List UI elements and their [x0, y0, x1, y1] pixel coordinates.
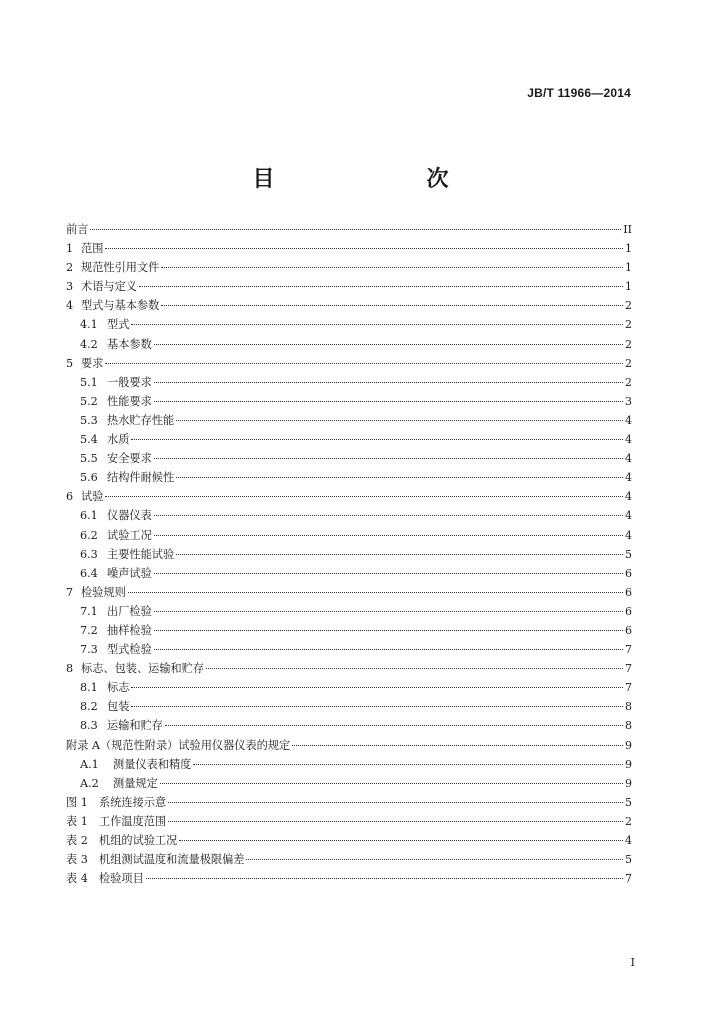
toc-entry[interactable] — [66, 755, 632, 774]
toc-entry-page: 7 — [625, 681, 632, 695]
toc-entry-label: 基本参数 — [107, 337, 152, 351]
toc-entry[interactable] — [66, 678, 632, 697]
dot-leader — [206, 668, 623, 669]
toc-entry-label: 工作温度范围 — [99, 814, 167, 828]
dot-leader — [154, 611, 623, 612]
toc-entry-label: 检验规则 — [81, 585, 126, 599]
toc-entry-number: A.1 — [80, 757, 99, 771]
toc-entry-number: A.2 — [80, 776, 99, 790]
dot-leader — [161, 267, 623, 268]
toc-entry-page: 4 — [625, 433, 632, 447]
toc-entry-label: 型式检验 — [107, 643, 152, 657]
toc-entry-number: 6.2 — [80, 528, 98, 542]
toc-entry-page: 2 — [625, 375, 632, 389]
toc-entry-label: 测量仪表和精度 — [113, 757, 192, 771]
toc-entry[interactable] — [66, 468, 632, 487]
page-number: I — [630, 956, 635, 969]
toc-entry-number: 5.5 — [80, 452, 98, 466]
toc-entry-number: 6.3 — [80, 547, 98, 561]
dot-leader — [90, 229, 621, 230]
dot-leader — [176, 554, 623, 555]
toc-entry-label: 型式 — [107, 318, 130, 332]
toc-entry-page: 7 — [625, 872, 632, 886]
toc-entry-label: 测量规定 — [113, 776, 158, 790]
toc-entry-page: 6 — [625, 585, 632, 599]
table-of-contents — [66, 220, 632, 888]
toc-entry-page: 4 — [625, 528, 632, 542]
toc-entry-page: 2 — [625, 299, 632, 313]
toc-entry-number: 4 — [66, 299, 74, 313]
dot-leader — [128, 592, 623, 593]
toc-entry-page: 2 — [625, 356, 632, 370]
dot-leader — [193, 764, 623, 765]
toc-entry-number: 2 — [66, 261, 74, 275]
dot-leader — [154, 344, 623, 345]
toc-entry-number: 4.1 — [80, 318, 98, 332]
toc-entry-page: 5 — [625, 853, 632, 867]
toc-entry-number: 6.4 — [80, 566, 98, 580]
dot-leader — [168, 821, 623, 822]
toc-entry[interactable] — [66, 296, 632, 315]
toc-entry-page: 2 — [625, 337, 632, 351]
toc-entry-number: 7.1 — [80, 604, 98, 618]
toc-entry-number: 图 1 — [66, 795, 88, 809]
toc-entry[interactable] — [66, 487, 632, 506]
toc-entry-label: 规范性引用文件 — [81, 261, 160, 275]
toc-entry[interactable] — [66, 716, 632, 735]
toc-entry-label: 检验项目 — [99, 872, 144, 886]
toc-entry-label: 机组的试验工况 — [99, 834, 178, 847]
toc-entry-number: 5.6 — [80, 471, 98, 485]
toc-entry-number: 8.2 — [80, 700, 98, 714]
toc-entry-label: 包装 — [107, 700, 130, 714]
dot-leader — [154, 382, 623, 383]
toc-entry-label: 前言 — [66, 223, 89, 236]
toc-entry-page: 7 — [625, 662, 632, 676]
toc-entry-page: 9 — [625, 738, 632, 752]
toc-entry-label: 试验工况 — [107, 528, 152, 542]
toc-entry-page: 4 — [625, 834, 632, 847]
toc-entry[interactable] — [66, 697, 632, 716]
toc-entry-label: 安全要求 — [107, 452, 152, 466]
toc-entry-number: 5.1 — [80, 375, 98, 389]
toc-entry[interactable] — [66, 736, 632, 755]
toc-entry-label: 出厂检验 — [107, 604, 152, 618]
toc-entry-page: 1 — [625, 261, 632, 275]
toc-entry-page: 9 — [625, 757, 632, 771]
toc-entry[interactable] — [66, 315, 632, 334]
toc-entry-page: 8 — [625, 700, 632, 714]
toc-entry-number: 8.3 — [80, 719, 98, 733]
dot-leader — [139, 286, 623, 287]
toc-entry[interactable] — [66, 239, 632, 258]
toc-entry[interactable] — [66, 449, 632, 468]
toc-entry-label: 水质 — [107, 433, 130, 447]
dot-leader — [131, 687, 623, 688]
toc-entry-label: 型式与基本参数 — [81, 299, 160, 313]
toc-entry-number: 表 2 — [66, 834, 88, 847]
toc-entry-page: 7 — [625, 643, 632, 657]
toc-entry-label: 结构件耐候性 — [107, 471, 175, 485]
toc-entry[interactable] — [66, 774, 632, 793]
dot-leader — [160, 783, 623, 784]
toc-entry-number: 表 4 — [66, 872, 88, 886]
dot-leader — [154, 458, 623, 459]
dot-leader — [131, 439, 623, 440]
toc-entry-label: 机组测试温度和流量极限偏差 — [99, 853, 245, 867]
toc-entry-label: 系统连接示意 — [99, 795, 167, 809]
dot-leader — [176, 420, 623, 421]
toc-entry-label: 范围 — [81, 242, 104, 256]
dot-leader — [292, 745, 623, 746]
toc-entry-label: 运输和贮存 — [107, 719, 163, 733]
dot-leader — [161, 305, 623, 306]
toc-entry-page: 1 — [625, 280, 632, 294]
dot-leader — [105, 363, 623, 364]
toc-entry-number: 表 3 — [66, 853, 88, 867]
toc-entry[interactable] — [66, 602, 632, 621]
toc-entry-number: 5.3 — [80, 413, 98, 427]
toc-entry[interactable] — [66, 831, 632, 850]
toc-entry-page: 4 — [625, 452, 632, 466]
toc-entry-number: 5 — [66, 356, 74, 370]
toc-entry[interactable] — [66, 583, 632, 602]
dot-leader — [154, 630, 623, 631]
toc-entry[interactable] — [66, 793, 632, 812]
toc-entry-page: 5 — [625, 795, 632, 809]
toc-entry-page: 8 — [625, 719, 632, 733]
toc-entry[interactable] — [66, 869, 632, 888]
toc-entry-page: 1 — [625, 242, 632, 256]
toc-entry[interactable] — [66, 640, 632, 659]
toc-entry-page: 4 — [625, 471, 632, 485]
toc-entry[interactable] — [66, 411, 632, 430]
page-title: 目 次 — [252, 166, 485, 192]
toc-entry-number: 表 1 — [66, 814, 88, 828]
toc-entry[interactable] — [66, 258, 632, 277]
toc-entry-page: 6 — [625, 566, 632, 580]
toc-entry-label: 标志 — [107, 681, 130, 695]
toc-entry[interactable] — [66, 659, 632, 678]
toc-entry-page: 2 — [625, 318, 632, 332]
toc-entry-number: 5.2 — [80, 394, 98, 408]
toc-entry-label: 附录 A（规范性附录）试验用仪器仪表的规定 — [66, 738, 291, 752]
toc-entry[interactable] — [66, 392, 632, 411]
dot-leader — [146, 878, 623, 879]
toc-entry-number: 6.1 — [80, 509, 98, 523]
toc-entry-label: 标志、包装、运输和贮存 — [81, 662, 205, 676]
toc-entry[interactable] — [66, 354, 632, 373]
toc-entry-number: 7.3 — [80, 643, 98, 657]
dot-leader — [154, 515, 623, 516]
toc-entry-label: 仪器仪表 — [107, 509, 152, 523]
toc-entry-number: 7.2 — [80, 623, 98, 637]
toc-entry[interactable] — [66, 277, 632, 296]
toc-entry-page: 4 — [625, 413, 632, 427]
dot-leader — [154, 649, 623, 650]
toc-entry[interactable] — [66, 526, 632, 545]
toc-entry-label: 抽样检验 — [107, 623, 152, 637]
toc-entry[interactable] — [66, 506, 632, 525]
dot-leader — [168, 802, 623, 803]
toc-entry-number: 8 — [66, 662, 74, 676]
dot-leader — [246, 859, 623, 860]
dot-leader — [131, 324, 623, 325]
dot-leader — [179, 840, 623, 841]
toc-entry-page: 4 — [625, 490, 632, 504]
toc-entry-number: 7 — [66, 585, 74, 599]
toc-entry-number: 5.4 — [80, 433, 98, 447]
toc-entry-label: 主要性能试验 — [107, 547, 175, 561]
toc-entry[interactable] — [66, 545, 632, 564]
toc-entry-number: 4.2 — [80, 337, 98, 351]
dot-leader — [154, 535, 623, 536]
toc-entry-page: 2 — [625, 814, 632, 828]
toc-entry-label: 热水贮存性能 — [107, 413, 175, 427]
toc-entry-page: 4 — [625, 509, 632, 523]
dot-leader — [154, 573, 623, 574]
toc-entry-label: 要求 — [81, 356, 104, 370]
toc-entry-page: 5 — [625, 547, 632, 561]
toc-entry[interactable] — [66, 373, 632, 392]
toc-entry-page: 9 — [625, 776, 632, 790]
toc-entry-label: 术语与定义 — [81, 280, 137, 294]
dot-leader — [105, 248, 623, 249]
toc-entry-label: 性能要求 — [107, 394, 152, 408]
toc-entry-number: 8.1 — [80, 681, 98, 695]
toc-entry-page: 3 — [625, 394, 632, 408]
toc-entry[interactable] — [66, 220, 632, 239]
toc-entry-label: 试验 — [81, 490, 104, 504]
toc-entry[interactable] — [66, 335, 632, 354]
dot-leader — [165, 725, 623, 726]
toc-entry[interactable] — [66, 430, 632, 449]
toc-entry-number: 6 — [66, 490, 74, 504]
toc-entry-label: 一般要求 — [107, 375, 152, 389]
dot-leader — [105, 496, 623, 497]
toc-entry[interactable] — [66, 812, 632, 831]
dot-leader — [131, 706, 623, 707]
document-code: JB/T 11966—2014 — [527, 86, 631, 100]
toc-entry-page: 6 — [625, 604, 632, 618]
toc-entry-page: II — [623, 223, 632, 236]
toc-entry-number: 1 — [66, 242, 74, 256]
dot-leader — [176, 477, 623, 478]
toc-entry[interactable] — [66, 621, 632, 640]
toc-entry-page: 6 — [625, 623, 632, 637]
dot-leader — [154, 401, 623, 402]
toc-entry-number: 3 — [66, 280, 74, 294]
toc-entry-label: 噪声试验 — [107, 566, 152, 580]
toc-entry[interactable] — [66, 850, 632, 869]
toc-entry[interactable] — [66, 564, 632, 583]
